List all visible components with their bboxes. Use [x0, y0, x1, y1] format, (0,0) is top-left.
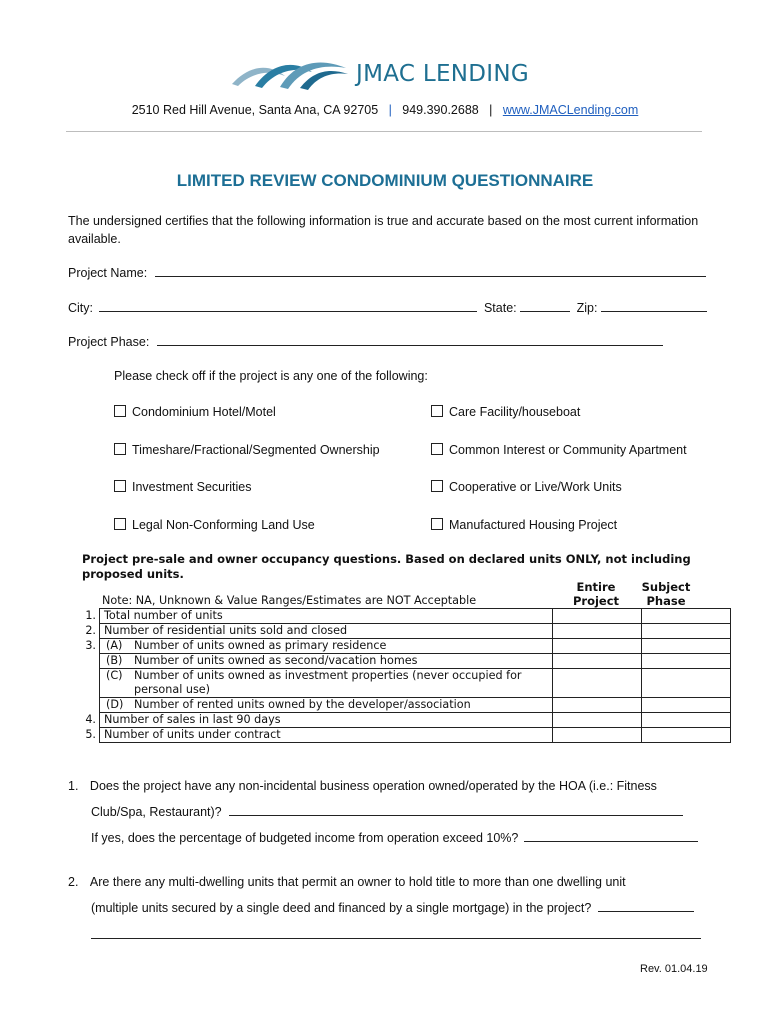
zip-field[interactable]	[601, 300, 707, 312]
table-row	[68, 654, 731, 669]
question-text: (multiple units secured by a single deed and financed by a single mortgage) in the project?	[91, 901, 592, 915]
checkbox-item[interactable]	[431, 480, 622, 494]
checkbox-label: Timeshare/Fractional/Segmented Ownership	[132, 443, 380, 457]
row-number	[68, 698, 100, 713]
row-number: 4.	[85, 712, 96, 726]
checkbox-label: Care Facility/houseboat	[449, 405, 581, 419]
state-field[interactable]	[520, 300, 570, 312]
row-label: Number of sales in last 90 days	[100, 713, 553, 728]
checkbox-icon[interactable]	[431, 405, 443, 417]
entire-project-cell[interactable]	[553, 654, 642, 669]
question-1-followup	[91, 829, 711, 847]
subject-phase-cell[interactable]	[642, 639, 731, 654]
entire-project-cell[interactable]	[553, 669, 642, 698]
row-sub-letter: (D)	[100, 698, 131, 713]
entire-project-cell[interactable]	[553, 713, 642, 728]
entire-project-cell[interactable]	[553, 609, 642, 624]
entire-project-cell[interactable]	[553, 639, 642, 654]
document-title: LIMITED REVIEW CONDOMINIUM QUESTIONNAIRE	[176, 171, 594, 190]
question-1-answer-field[interactable]	[229, 804, 683, 816]
entire-project-cell[interactable]	[553, 728, 642, 743]
project-name-label: Project Name:	[68, 266, 148, 280]
address-text: 2510 Red Hill Avenue, Santa Ana, CA 92705	[131, 103, 379, 117]
question-2-extra-line[interactable]	[91, 926, 701, 939]
occupancy-section-heading: Project pre-sale and owner occupancy questions. Based on declared units ONLY, not including proposed units.	[82, 552, 691, 581]
city-field[interactable]	[99, 300, 477, 312]
checkbox-icon[interactable]	[431, 518, 443, 530]
revision-label: Rev. 01.04.19	[640, 963, 708, 975]
row-number: 2.	[85, 623, 96, 637]
table-note: Note: NA, Unknown & Value Ranges/Estimates are NOT Acceptable	[102, 594, 477, 607]
row-number	[68, 669, 100, 698]
row-number: 5.	[85, 727, 96, 741]
question-text: Are there any multi-dwelling units that permit an owner to hold title to more than one dwelling unit	[89, 875, 626, 889]
table-row	[68, 609, 731, 624]
question-1	[68, 777, 708, 795]
project-phase-row	[68, 334, 708, 349]
company-logo	[230, 54, 529, 94]
row-label: Number of units owned as investment properties (never occupied for personal use)	[130, 669, 553, 698]
location-row	[68, 300, 708, 315]
row-sub-letter: (B)	[100, 654, 131, 669]
checkbox-item[interactable]	[114, 405, 276, 419]
question-text: Club/Spa, Restaurant)?	[91, 805, 222, 819]
subject-phase-cell[interactable]	[642, 713, 731, 728]
occupancy-table	[68, 608, 731, 743]
checkbox-icon[interactable]	[114, 405, 126, 417]
checkbox-icon[interactable]	[431, 480, 443, 492]
checkbox-icon[interactable]	[114, 518, 126, 530]
question-2-answer-field[interactable]	[598, 900, 694, 912]
project-phase-label: Project Phase:	[68, 335, 150, 349]
row-sub-letter: (A)	[100, 639, 131, 654]
question-text: Does the project have any non-incidental business operation owned/operated by the HOA (i.e.: Fitness	[89, 779, 657, 793]
header-divider	[66, 131, 702, 132]
question-1-continued	[91, 803, 711, 821]
table-row	[68, 713, 731, 728]
checkbox-label: Cooperative or Live/Work Units	[449, 480, 622, 494]
checkbox-label: Investment Securities	[132, 480, 252, 494]
checkbox-icon[interactable]	[114, 480, 126, 492]
checkbox-item[interactable]	[114, 480, 252, 494]
company-address-line	[0, 103, 770, 117]
table-row	[68, 639, 731, 654]
entire-project-cell[interactable]	[553, 698, 642, 713]
table-row	[68, 669, 731, 698]
question-2-continued	[91, 899, 711, 917]
question-number: 2.	[68, 875, 79, 889]
checkbox-label: Condominium Hotel/Motel	[132, 405, 276, 419]
state-label: State:	[483, 301, 517, 315]
subject-phase-cell[interactable]	[642, 654, 731, 669]
checkbox-item[interactable]	[431, 405, 580, 419]
question-text: If yes, does the percentage of budgeted income from operation exceed 10%?	[91, 831, 519, 845]
phone-text: 949.390.2688	[402, 103, 479, 117]
row-number: 3.	[85, 638, 96, 652]
column-header-subject-phase: Subject Phase	[641, 580, 691, 608]
question-1-followup-field[interactable]	[524, 830, 698, 842]
row-number	[68, 654, 100, 669]
row-label: Number of units owned as second/vacation homes	[130, 654, 553, 669]
subject-phase-cell[interactable]	[642, 624, 731, 639]
checkbox-item[interactable]	[114, 518, 315, 532]
zip-label: Zip:	[576, 301, 598, 315]
checkbox-item[interactable]	[114, 443, 380, 457]
checkbox-label: Manufactured Housing Project	[449, 518, 618, 532]
subject-phase-cell[interactable]	[642, 669, 731, 698]
subject-phase-cell[interactable]	[642, 728, 731, 743]
checkbox-label: Legal Non-Conforming Land Use	[132, 518, 315, 532]
row-label: Total number of units	[100, 609, 553, 624]
city-label: City:	[68, 301, 93, 315]
entire-project-cell[interactable]	[553, 624, 642, 639]
question-number: 1.	[68, 779, 79, 793]
checkbox-icon[interactable]	[114, 443, 126, 455]
certification-statement: The undersigned certifies that the following information is true and accurate based on the most current information available.	[68, 214, 699, 246]
table-row	[68, 728, 731, 743]
row-label: Number of units under contract	[100, 728, 553, 743]
checkbox-icon[interactable]	[431, 443, 443, 455]
project-name-field[interactable]	[155, 265, 706, 277]
row-sub-letter: (C)	[100, 669, 131, 698]
logo-text: JMAC LENDING	[356, 61, 530, 87]
separator: |	[388, 103, 392, 117]
row-label: Number of rented units owned by the developer/association	[130, 698, 553, 713]
table-row	[68, 698, 731, 713]
wave-logo-icon	[230, 54, 350, 94]
project-phase-field[interactable]	[157, 334, 663, 346]
separator: |	[489, 103, 493, 117]
website-link[interactable]: www.JMACLending.com	[502, 103, 639, 117]
project-name-row	[68, 265, 708, 280]
row-label: Number of residential units sold and closed	[100, 624, 553, 639]
checkbox-label: Common Interest or Community Apartment	[449, 443, 687, 457]
table-row	[68, 624, 731, 639]
question-2	[68, 873, 708, 891]
row-label: Number of units owned as primary residence	[130, 639, 553, 654]
checklist-prompt: Please check off if the project is any one of the following:	[114, 369, 428, 383]
checkbox-item[interactable]	[431, 443, 687, 457]
row-number: 1.	[85, 608, 96, 622]
subject-phase-cell[interactable]	[642, 698, 731, 713]
subject-phase-cell[interactable]	[642, 609, 731, 624]
checkbox-item[interactable]	[431, 518, 617, 532]
column-header-entire-project: Entire Project	[572, 580, 620, 608]
